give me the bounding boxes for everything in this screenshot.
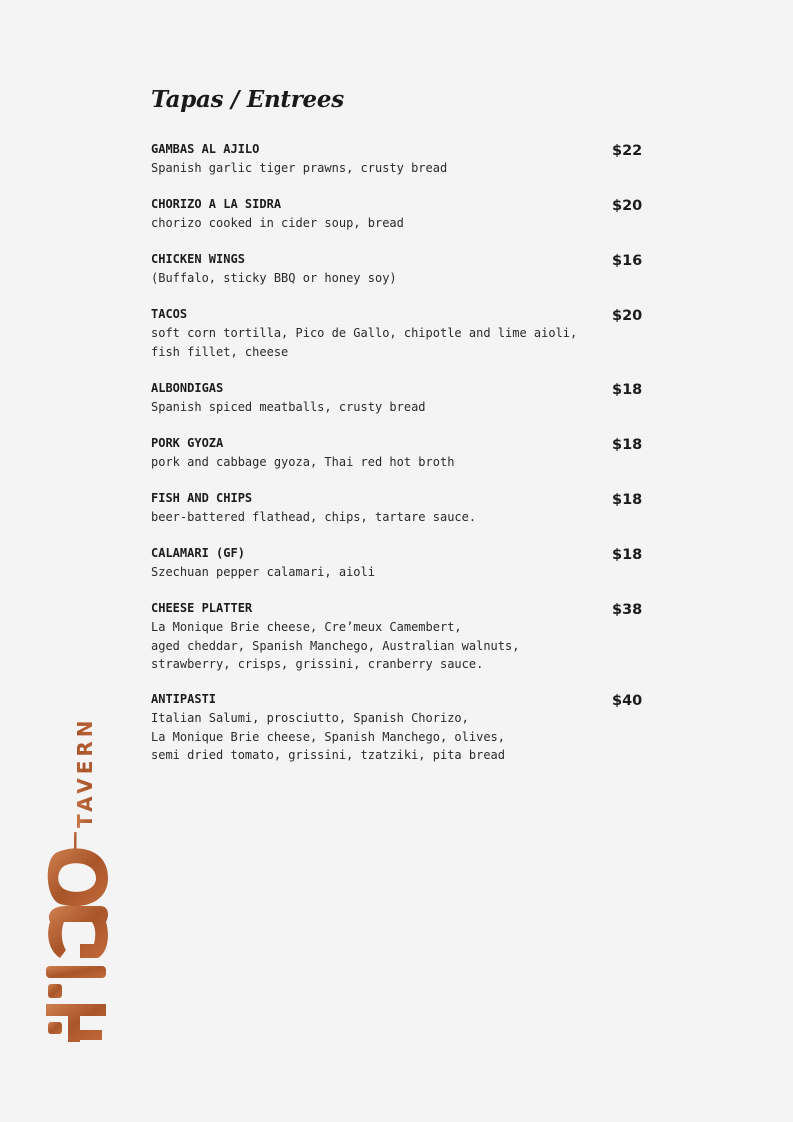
menu-item (151, 140, 651, 178)
item-name: ANTIPASTI (151, 692, 217, 706)
item-description: chorizo cooked in cider soup, bread (151, 216, 404, 230)
menu-item (151, 434, 651, 472)
menu-item (151, 489, 651, 527)
item-price: $18 (612, 437, 643, 453)
figo-letters (46, 848, 108, 1042)
section-title: Tapas / Entrees (151, 86, 344, 113)
logo-graphic (40, 700, 112, 1045)
item-price: $18 (612, 492, 643, 508)
item-name: TACOS (151, 307, 188, 321)
item-description: pork and cabbage gyoza, Thai red hot broth (151, 455, 455, 469)
item-price: $16 (612, 253, 643, 269)
item-description: Spanish garlic tiger prawns, crusty bread (151, 161, 448, 175)
letter-i-stem (46, 966, 106, 978)
item-price: $38 (612, 602, 643, 618)
letter-g (48, 906, 108, 958)
menu-item (151, 195, 651, 233)
item-name: GAMBAS AL AJILO (151, 142, 260, 156)
item-description: La Monique Brie cheese, Spanish Manchego, olives, (151, 729, 506, 744)
item-price: $40 (612, 693, 643, 709)
letter-i-dot (48, 984, 62, 998)
item-description: Szechuan pepper calamari, aioli (151, 565, 375, 579)
menu-item (151, 379, 651, 417)
menu-item (151, 599, 651, 674)
menu-item (151, 690, 651, 765)
item-price: $20 (612, 308, 643, 324)
item-description: Spanish spiced meatballs, crusty bread (151, 400, 426, 414)
item-price: $18 (612, 382, 643, 398)
logo-wordmark: TAVERN (73, 716, 97, 828)
item-price: $22 (612, 143, 643, 159)
letter-f-dot (48, 1022, 62, 1034)
item-description: aged cheddar, Spanish Manchego, Australian walnuts, (151, 638, 520, 653)
menu-item (151, 544, 651, 582)
item-name: ALBONDIGAS (151, 381, 224, 395)
item-name: CALAMARI (GF) (151, 546, 245, 560)
menu-item (151, 305, 651, 361)
item-description: beer-battered flathead, chips, tartare sauce. (151, 510, 477, 524)
item-name: PORK GYOZA (151, 436, 224, 450)
item-description: (Buffalo, sticky BBQ or honey soy) (151, 271, 397, 285)
item-description: fish fillet, cheese (151, 344, 289, 359)
item-price: $18 (612, 547, 643, 563)
item-name: FISH AND CHIPS (151, 491, 253, 505)
item-description: soft corn tortilla, Pico de Gallo, chipotle and lime aioli, (151, 326, 578, 340)
item-description: Italian Salumi, prosciutto, Spanish Chorizo, (151, 711, 469, 725)
item-description: La Monique Brie cheese, Cre’meux Camembert, (151, 620, 462, 634)
item-description: strawberry, crisps, grissini, cranberry sauce. (151, 657, 484, 671)
item-price: $20 (612, 198, 643, 214)
letter-o (48, 848, 108, 906)
item-name: CHICKEN WINGS (151, 252, 245, 266)
figo-tavern-logo (40, 700, 112, 1045)
item-description: semi dried tomato, grissini, tzatziki, pita bread (151, 748, 506, 762)
item-name: CHORIZO A LA SIDRA (151, 197, 282, 211)
item-name: CHEESE PLATTER (151, 601, 253, 615)
menu-item (151, 250, 651, 288)
